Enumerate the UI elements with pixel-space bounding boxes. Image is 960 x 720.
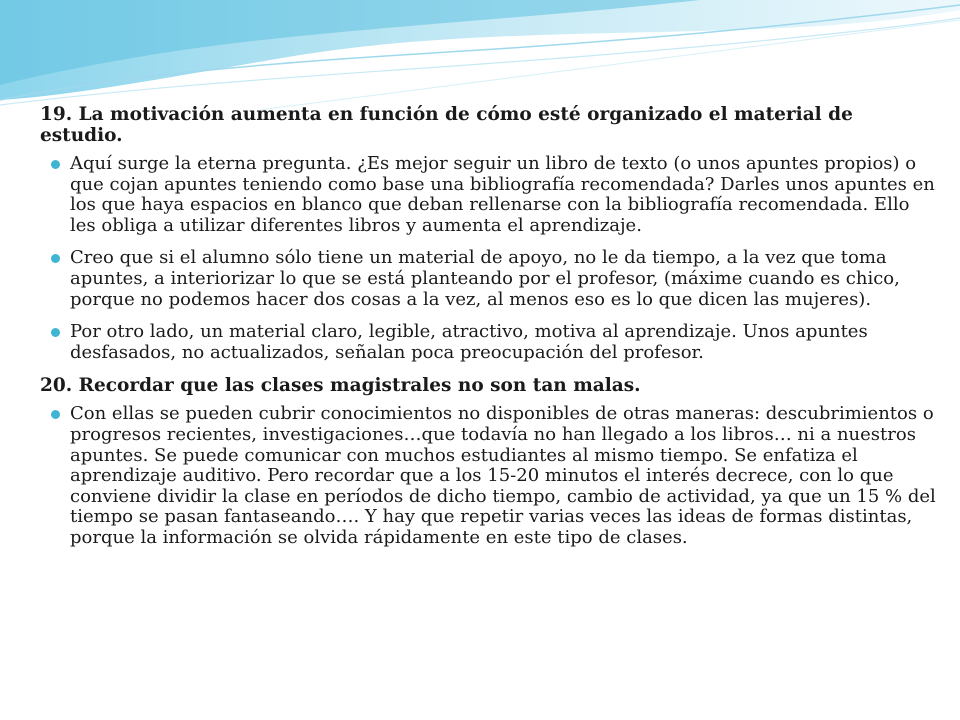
list-item-text: Aquí surge la eterna pregunta. ¿Es mejor seguir un libro de texto (o unos apuntes propios) o que cojan apuntes teniendo como base una bibliografía recomendada? Darles unos apuntes en los que haya espacios en blanco que deban rellenarse con la bibliografía recomendada. Ello les obliga a utilizar diferentes libros y aumenta el aprendizaje. [70, 153, 935, 236]
bullet-icon [51, 254, 60, 263]
bullet-icon [51, 328, 60, 337]
slide-content [40, 104, 940, 549]
bullet-icon [51, 410, 60, 419]
header-wave-decoration [0, 0, 960, 110]
section-19-heading: 19. La motivación aumenta en función de cómo esté organizado el material de estudio. [40, 104, 853, 146]
list-item-text: Con ellas se pueden cubrir conocimientos no disponibles de otras maneras: descubrimientos o progresos recientes, investigaciones…que todavía no han llegado a los libros… ni a nuestros apuntes. Se puede comunicar con muchos estudiantes al mismo tiempo. Se enfatiza el aprendizaje auditivo. Pero recordar que a los 15-20 minutos el interés decrece, con lo que conviene dividir la clase en períodos de dicho tiempo, cambio de actividad, ya que un 15 % del tiempo se pasan fantaseando…. Y hay que repetir varias veces las ideas de formas distintas, porque la información se olvida rápidamente en este tipo de clases. [70, 403, 936, 548]
list-item [40, 404, 940, 548]
list-item-text: Creo que si el alumno sólo tiene un material de apoyo, no le da tiempo, a la vez que toma apuntes, a interiorizar lo que se está planteando por el profesor, (máxime cuando es chico, porque no podemos hacer dos cosas a la vez, al menos eso es lo que dicen las mujeres). [70, 247, 900, 310]
bullet-icon [51, 160, 60, 169]
list-item-text: Por otro lado, un material claro, legible, atractivo, motiva al aprendizaje. Unos apuntes desfasados, no actualizados, señalan poca preocupación del profesor. [70, 321, 868, 363]
list-item [40, 248, 940, 310]
list-item [40, 154, 940, 236]
section-20-heading: 20. Recordar que las clases magistrales no son tan malas. [40, 375, 641, 397]
list-item [40, 322, 940, 363]
